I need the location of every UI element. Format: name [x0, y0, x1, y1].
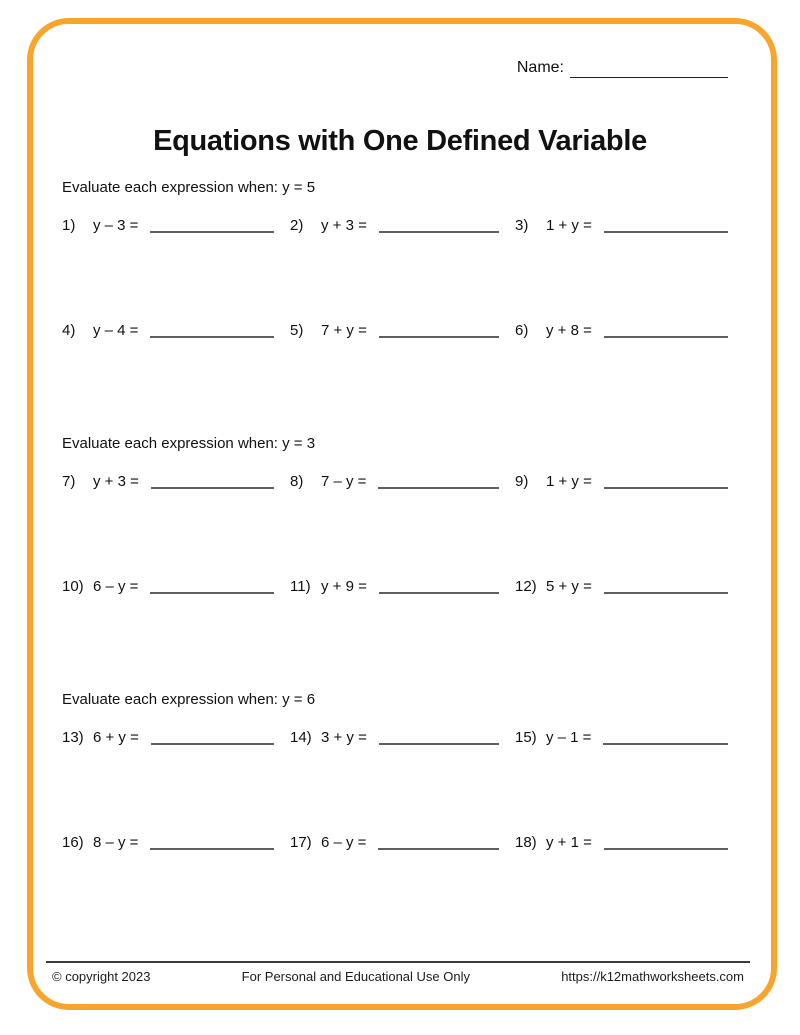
problem-13: [62, 728, 290, 747]
problem-number: 17): [290, 834, 312, 851]
problem-4: [62, 321, 290, 340]
answer-blank[interactable]: [604, 216, 728, 233]
problem-number: 10): [62, 578, 84, 595]
problem-row: [62, 728, 728, 747]
problem-number: 2): [290, 217, 304, 234]
problem-expression: y + 3 =: [321, 217, 367, 234]
problem-10: [62, 577, 290, 596]
problem-6: [515, 321, 728, 340]
answer-blank[interactable]: [603, 728, 728, 745]
name-label: Name:: [516, 59, 564, 76]
problem-expression: y – 1 =: [546, 729, 592, 746]
problem-expression: y + 1 =: [546, 834, 592, 851]
answer-blank[interactable]: [379, 321, 499, 338]
problem-row: [62, 833, 728, 852]
section-instruction: Evaluate each expression when: y = 3: [62, 435, 316, 452]
problem-expression: 8 – y =: [93, 834, 139, 851]
answer-blank[interactable]: [604, 577, 728, 594]
problem-row: [62, 472, 728, 491]
problem-row: [62, 577, 728, 596]
problem-number: 3): [515, 217, 529, 234]
problem-15: [515, 728, 728, 747]
answer-blank[interactable]: [150, 577, 274, 594]
footer: [46, 961, 750, 984]
problem-number: 14): [290, 729, 312, 746]
answer-blank[interactable]: [150, 216, 274, 233]
problem-1: [62, 216, 290, 235]
problem-expression: 7 + y =: [321, 322, 367, 339]
problem-expression: y + 9 =: [321, 578, 367, 595]
answer-blank[interactable]: [604, 833, 728, 850]
problem-number: 9): [515, 473, 529, 490]
section-instruction: Evaluate each expression when: y = 5: [62, 179, 316, 196]
problem-expression: y – 3 =: [93, 217, 139, 234]
section-instruction: Evaluate each expression when: y = 6: [62, 691, 316, 708]
problem-8: [290, 472, 515, 491]
problem-number: 15): [515, 729, 537, 746]
problem-expression: 5 + y =: [546, 578, 592, 595]
problem-number: 11): [290, 578, 311, 595]
problem-expression: 3 + y =: [321, 729, 367, 746]
problem-5: [290, 321, 515, 340]
problem-number: 8): [290, 473, 304, 490]
problem-18: [515, 833, 728, 852]
answer-blank[interactable]: [150, 833, 274, 850]
footer-divider: [46, 961, 750, 963]
answer-blank[interactable]: [604, 472, 728, 489]
answer-blank[interactable]: [151, 472, 274, 489]
problem-3: [515, 216, 728, 235]
answer-blank[interactable]: [378, 833, 499, 850]
problem-17: [290, 833, 515, 852]
problem-number: 16): [62, 834, 84, 851]
problem-number: 6): [515, 322, 529, 339]
problem-number: 5): [290, 322, 304, 339]
problem-number: 7): [62, 473, 76, 490]
problem-expression: 1 + y =: [546, 217, 592, 234]
problem-expression: y – 4 =: [93, 322, 139, 339]
problem-2: [290, 216, 515, 235]
answer-blank[interactable]: [151, 728, 274, 745]
problem-9: [515, 472, 728, 491]
problem-number: 4): [62, 322, 76, 339]
problem-expression: 6 – y =: [321, 834, 367, 851]
name-blank[interactable]: [570, 59, 728, 78]
name-row: [517, 58, 728, 78]
problem-11: [290, 577, 515, 596]
problem-number: 13): [62, 729, 84, 746]
footer-url[interactable]: https://k12mathworksheets.com: [561, 969, 744, 984]
problem-row: [62, 216, 728, 235]
problem-number: 18): [515, 834, 537, 851]
answer-blank[interactable]: [379, 577, 499, 594]
page-title: Equations with One Defined Variable: [153, 125, 647, 158]
problem-number: 1): [62, 217, 76, 234]
answer-blank[interactable]: [604, 321, 728, 338]
problem-expression: y + 8 =: [546, 322, 592, 339]
problem-expression: 6 + y =: [93, 729, 139, 746]
worksheet-body: [62, 178, 728, 946]
footer-usage: For Personal and Educational Use Only: [241, 969, 471, 984]
answer-blank[interactable]: [378, 472, 499, 489]
answer-blank[interactable]: [379, 728, 499, 745]
answer-blank[interactable]: [379, 216, 499, 233]
problem-number: 12): [515, 578, 537, 595]
problem-expression: 7 – y =: [321, 473, 367, 490]
answer-blank[interactable]: [150, 321, 274, 338]
problem-expression: 1 + y =: [546, 473, 592, 490]
footer-copyright: © copyright 2023: [52, 969, 151, 984]
problem-expression: y + 3 =: [93, 473, 139, 490]
problem-row: [62, 321, 728, 340]
problem-7: [62, 472, 290, 491]
problem-16: [62, 833, 290, 852]
problem-expression: 6 – y =: [93, 578, 139, 595]
problem-14: [290, 728, 515, 747]
problem-12: [515, 577, 728, 596]
